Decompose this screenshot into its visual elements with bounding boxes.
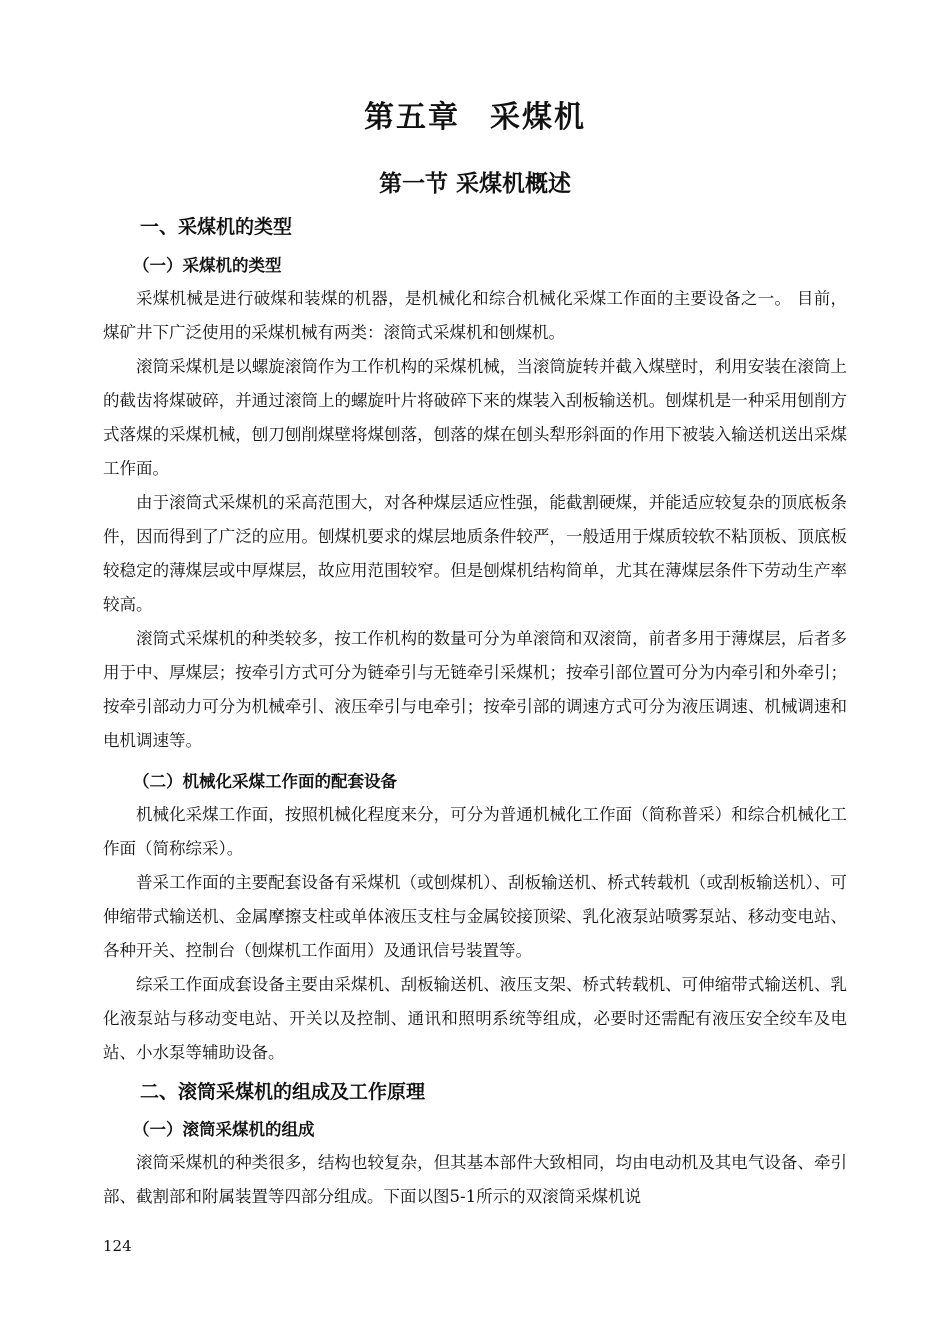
page-number: 124 [103, 1237, 132, 1255]
subheading-equipment: （二）机械化采煤工作面的配套设备 [133, 772, 397, 791]
paragraph-application: 由于滚筒式采煤机的采高范围大，对各种煤层适应性强，能截割硬煤，并能适应较复杂的顶底板条件，因而得到了广泛的应用。刨煤机要求的煤层地质条件较严，一般适用于煤质较软不粘顶板、顶底板较稳定的薄煤层或中厚煤层，故应用范围较窄。但是刨煤机结构简单，尤其在薄煤层条件下劳动生产率较高。 [103, 493, 847, 614]
paragraph-components: 滚筒采煤机的种类很多，结构也较复杂，但其基本部件大致相同，均由电动机及其电气设备、牵引部、截割部和附属装置等四部分组成。下面以图5-1所示的双滚筒采煤机说 [103, 1153, 847, 1206]
chapter-title [0, 92, 950, 136]
section-title: 第一节 采煤机概述 [378, 171, 571, 197]
paragraph-intro: 采煤机械是进行破煤和装煤的机器，是机械化和综合机械化采煤工作面的主要设备之一。 目前，煤矿井下广泛使用的采煤机械有两类：滚筒式采煤机和刨煤机。 [103, 289, 847, 342]
paragraph-ordinary-face: 普采工作面的主要配套设备有采煤机（或刨煤机）、刮板输送机、桥式转载机（或刮板输送机）、可伸缩带式输送机、金属摩擦支柱或单体液压支柱与金属铰接顶梁、乳化液泵站喷雾泵站、移动变电站、各种开关、控制台（刨煤机工作面用）及通讯信号装置等。 [103, 873, 847, 960]
subheading-types: （一）采煤机的类型 [133, 256, 282, 275]
heading-composition: 二、滚筒采煤机的组成及工作原理 [140, 1081, 426, 1103]
paragraph-drum-shearer: 滚筒采煤机是以螺旋滚筒作为工作机构的采煤机械，当滚筒旋转并截入煤壁时，利用安装在滚筒上的截齿将煤破碎，并通过滚筒上的螺旋叶片将破碎下来的煤装入刮板输送机。刨煤机是一种采用刨削方式落煤的采煤机械，刨刀刨削煤壁将煤刨落，刨落的煤在刨头犁形斜面的作用下被装入输送机送出采煤工作面。 [103, 357, 847, 478]
paragraph-fully-mechanized: 综采工作面成套设备主要由采煤机、刮板输送机、液压支架、桥式转载机、可伸缩带式输送机、乳化液泵站与移动变电站、开关以及控制、通讯和照明系统等组成，必要时还需配有液压安全绞车及电站、小水泵等辅助设备。 [103, 975, 847, 1062]
subheading-composition: （一）滚筒采煤机的组成 [133, 1120, 315, 1139]
chapter-number: 第五章 [364, 100, 460, 135]
paragraph-classification: 滚筒式采煤机的种类较多，按工作机构的数量可分为单滚筒和双滚筒，前者多用于薄煤层，后者多用于中、厚煤层；按牵引方式可分为链牵引与无链牵引采煤机；按牵引部位置可分为内牵引和外牵引；按牵引部动力可分为机械牵引、液压牵引与电牵引；按牵引部的调速方式可分为液压调速、机械调速和电机调速等。 [103, 629, 847, 750]
chapter-name: 采煤机 [490, 100, 586, 135]
heading-types: 一、采煤机的类型 [140, 216, 293, 238]
paragraph-mechanization: 机械化采煤工作面，按照机械化程度来分，可分为普通机械化工作面（简称普采）和综合机械化工作面（简称综采）。 [103, 805, 847, 858]
